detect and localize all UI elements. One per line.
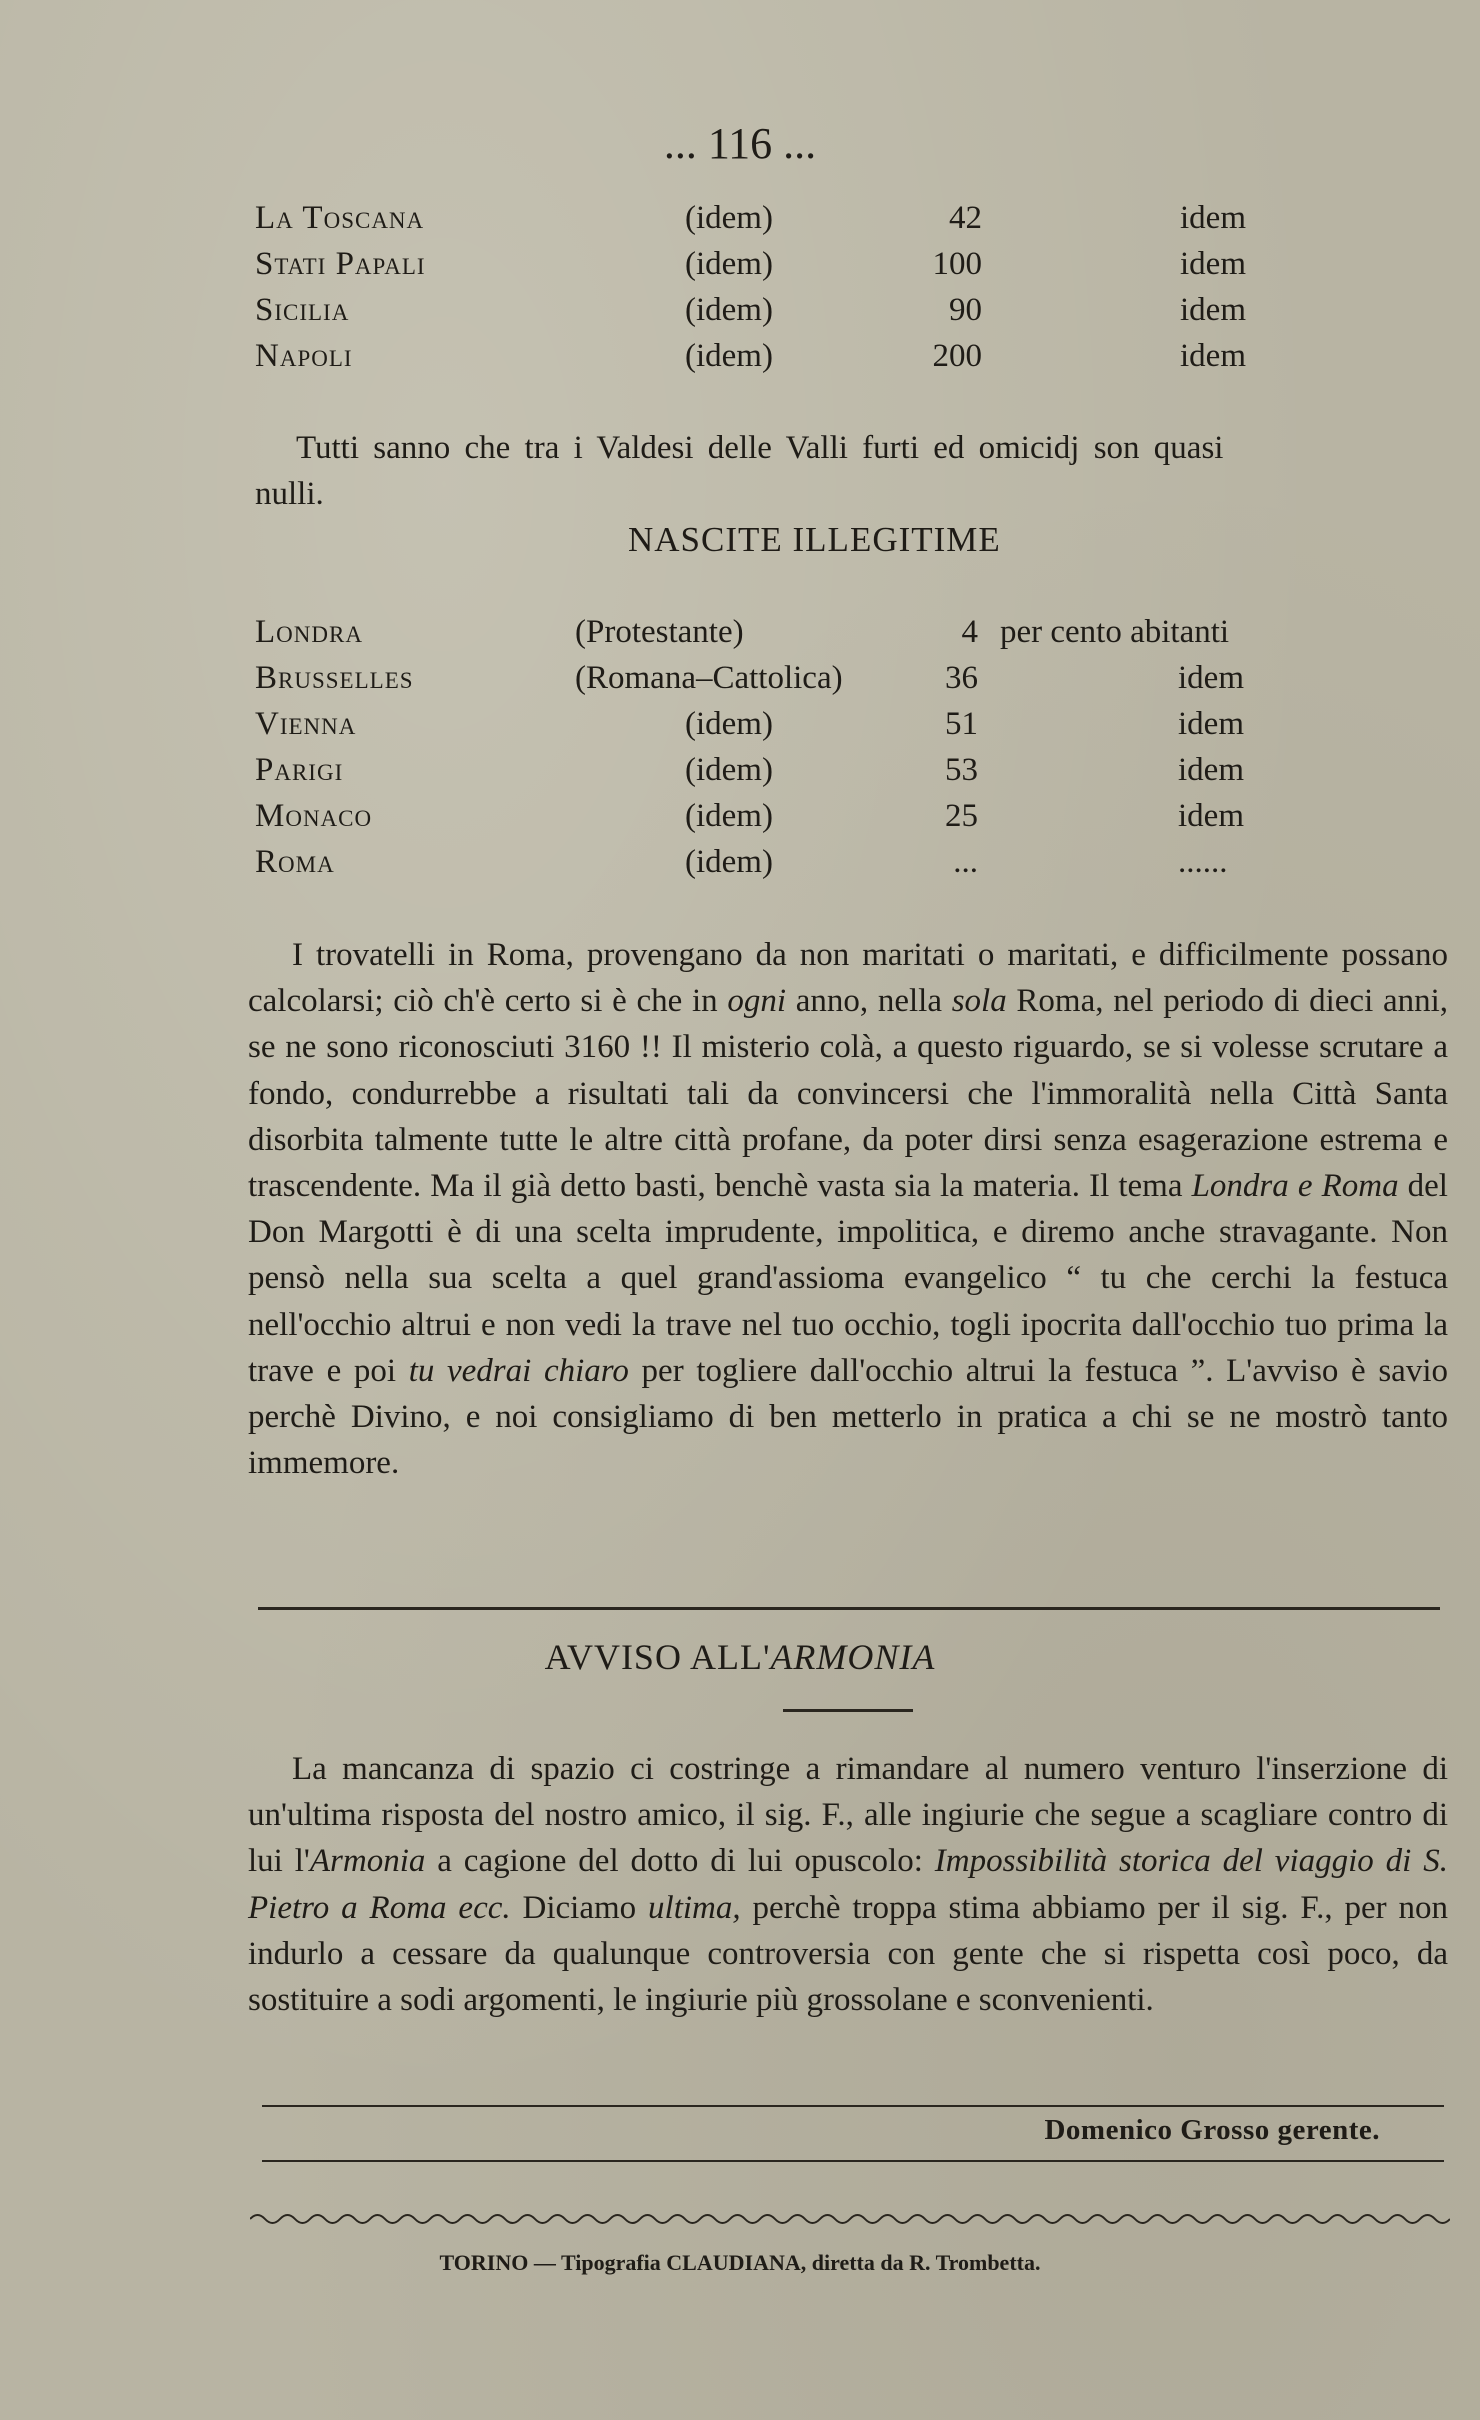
text-run: del Don Margotti è di una scelta imprudente, impolitica, e diremo anche stravagante. Non pensò nella sua scelta a quel grand'assioma evangelico “ tu che cerchi la festuca nell'occhio altrui e non vedi la trave nel tuo occhio, togli ipocrita dall'occhio tuo prima la trave e poi [248, 1168, 1448, 1389]
qualifier: (idem) [685, 246, 773, 282]
region-name: Sicilia [255, 292, 350, 328]
region-name: Napoli [255, 338, 353, 374]
italic-run: Armonia [309, 1843, 426, 1880]
city-name: Roma [255, 844, 335, 880]
value: 200 [932, 338, 982, 374]
notice-paragraph [248, 1746, 1448, 2023]
table-row [0, 614, 1480, 660]
italic-run: Impossibilità storica del viaggio di S. Pietro a Roma ecc. [248, 1843, 1449, 1926]
body-paragraph [248, 932, 1448, 1486]
reference: idem [1178, 798, 1244, 834]
notice-title [0, 1636, 1480, 1678]
reference: idem [1180, 338, 1246, 374]
divider-rule [258, 1607, 1440, 1610]
value: 90 [949, 292, 982, 328]
city-name: Parigi [255, 752, 344, 788]
qualifier: (idem) [685, 798, 773, 834]
reference: idem [1180, 292, 1246, 328]
text-run: Diciamo [510, 1889, 649, 1926]
table-row [0, 706, 1480, 752]
value: 4 [961, 614, 978, 650]
table-row [0, 338, 1480, 384]
page-number: ... 116 ... [663, 119, 817, 168]
city-name: Monaco [255, 798, 373, 834]
notice-title-italic: ARMONIA [770, 1637, 936, 1677]
divider-rule [262, 2105, 1444, 2107]
printer-imprint: TORINO — Tipografia CLAUDIANA, diretta da R. Trombetta. [439, 2250, 1041, 2275]
city-name: Vienna [255, 706, 357, 742]
table-row [0, 200, 1480, 246]
notice-title-plain: AVVISO ALL' [544, 1637, 771, 1677]
region-name: Stati Papali [255, 246, 426, 282]
signature: Domenico Grosso gerente. [1044, 2114, 1380, 2146]
reference: idem [1178, 706, 1244, 742]
value: 100 [932, 246, 982, 282]
value: 53 [945, 752, 978, 788]
intro-line-end: nulli. [255, 476, 324, 512]
reference: ...... [1178, 844, 1228, 880]
region-name: La Toscana [255, 200, 425, 236]
text-run: perchè troppa stima abbiamo per il sig. F., per non indurlo a cessare da qualunque controversia con gente che si rispetta così poco, da sostituire a sodi argomenti, le ingiurie più grossolane e sconvenienti. [248, 1889, 1448, 2019]
reference: idem [1178, 660, 1244, 696]
text-run: a cagione del dotto di lui opuscolo: [425, 1843, 935, 1880]
qualifier: (idem) [685, 338, 773, 374]
reference: per cento abitanti [1000, 614, 1230, 650]
text-run: per togliere dall'occhio altrui la festuca ”. L'avviso è savio perchè Divino, e noi consigliamo di ben metterlo in pratica a chi se ne mostrò tanto immemore. [248, 1352, 1449, 1482]
qualifier: (idem) [685, 752, 773, 788]
value: 25 [945, 798, 978, 834]
city-name: Londra [255, 614, 363, 650]
qualifier: (Romana–Cattolica) [575, 660, 843, 696]
italic-run: Londra e Roma [1191, 1168, 1399, 1205]
section-title: NASCITE ILLEGITIME [628, 520, 1001, 559]
italic-run: tu vedrai chiaro [408, 1352, 629, 1389]
value: 36 [945, 660, 978, 696]
value: 42 [949, 200, 982, 236]
text-run: La mancanza di spazio ci costringe a rimandare al numero venturo l'inserzione di un'ultima risposta del nostro amico, il sig. F., alle ingiurie che segue a scagliare contro di lui l' [248, 1751, 1448, 1880]
reference: idem [1180, 200, 1246, 236]
reference: idem [1178, 752, 1244, 788]
italic-run: ultima, [648, 1889, 741, 1926]
city-name: Brusselles [255, 660, 414, 696]
italic-run: sola [951, 983, 1007, 1020]
italic-run: ogni [727, 983, 787, 1020]
qualifier: (idem) [685, 292, 773, 328]
table-row [0, 798, 1480, 844]
reference: idem [1180, 246, 1246, 282]
text-run: Roma, nel periodo di dieci anni, se ne sono riconosciuti 3160 !! Il misterio colà, a questo riguardo, se si volesse scrutare a fondo, condurrebbe a risultati tali da convincersi che l'immoralità nella Città Santa disorbita talmente tutte le altre città profane, da poter dirsi senza esagerazione estrema e trascendente. Ma il già detto basti, benchè vasta sia la materia. Il tema [248, 983, 1449, 1205]
value: 51 [945, 706, 978, 742]
title-underline [783, 1709, 913, 1712]
wavy-ornament [250, 2210, 1450, 2228]
qualifier: (idem) [685, 200, 773, 236]
table-row [0, 292, 1480, 338]
qualifier: (idem) [685, 844, 773, 880]
text-run: I trovatelli in Roma, provengano da non maritati o maritati, e difficilmente possano calcolarsi; ciò ch'è certo si è che in [248, 937, 1448, 1020]
table-row [0, 844, 1480, 890]
table-row [0, 246, 1480, 292]
text-run: anno, nella [786, 983, 952, 1020]
value: ... [953, 844, 978, 880]
divider-rule [262, 2160, 1444, 2162]
qualifier: (idem) [685, 706, 773, 742]
table-row [0, 660, 1480, 706]
intro-line: Tutti sanno che tra i Valdesi delle Valli furti ed omicidj son quasi [296, 430, 1224, 466]
qualifier: (Protestante) [575, 614, 744, 650]
table-row [0, 752, 1480, 798]
